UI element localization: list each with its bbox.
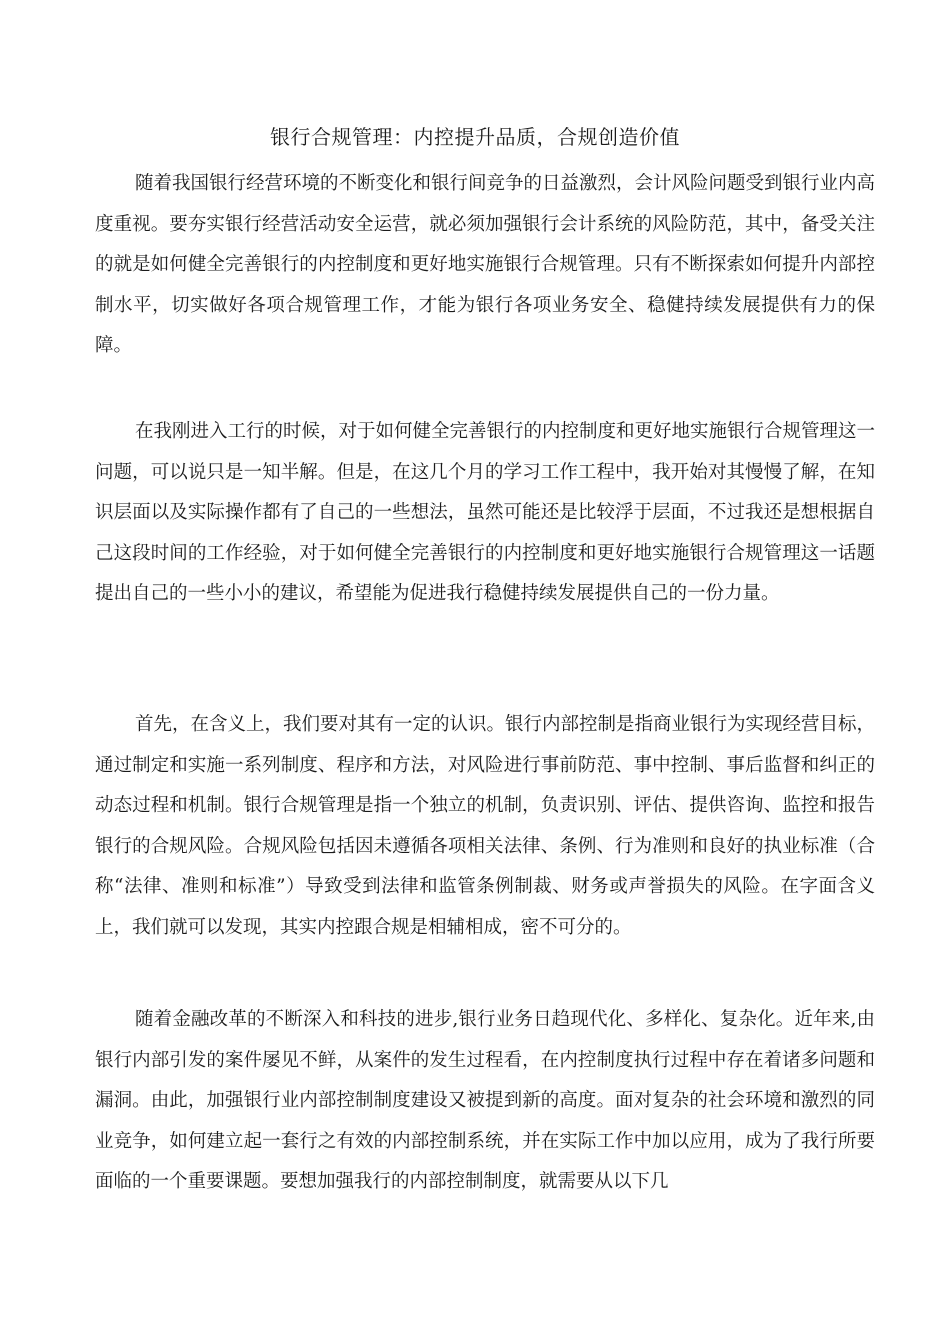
page-title: 银行合规管理：内控提升品质，合规创造价值 xyxy=(270,125,680,149)
paragraph-3: 首先，在含义上，我们要对其有一定的认识。银行内部控制是指商业银行为实现经营目标，通过制定和实施一系列制度、程序和方法，对风险进行事前防范、事中控制、事后监督和纠正的动态过程和机制。银行合规管理是指一个独立的机制，负责识别、评估、提供咨询、监控和报告银行的合规风险。合规风险包括因未遵循各项相关法律、条例、行为准则和良好的执业标准（合称“法律、准则和标准”）导致受到法律和监管条例制裁、财务或声誉损失的风险。在字面含义上，我们就可以发现，其实内控跟合规是相辅相成，密不可分的。 xyxy=(95,714,876,938)
paragraph-4: 随着金融改革的不断深入和科技的进步,银行业务日趋现代化、多样化、复杂化。近年来,由银行内部引发的案件屡见不鲜，从案件的发生过程看，在内控制度执行过程中存在着诸多问题和漏洞。由此，加强银行业内部控制制度建设又被提到新的高度。面对复杂的社会环境和激烈的同业竞争，如何建立起一套行之有效的内部控制系统，并在实际工作中加以应用，成为了我行所要面临的一个重要课题。要想加强我行的内部控制制度，就需要从以下几 xyxy=(95,1009,875,1192)
paragraph-1: 随着我国银行经营环境的不断变化和银行间竞争的日益激烈，会计风险问题受到银行业内高度重视。要夯实银行经营活动安全运营，就必须加强银行会计系统的风险防范，其中，备受关注的就是如何健全完善银行的内控制度和更好地实施银行合规管理。只有不断探索如何提升内部控制水平，切实做好各项合规管理工作，才能为银行各项业务安全、稳健持续发展提供有力的保障。 xyxy=(95,173,876,356)
paragraph-2: 在我刚进入工行的时候，对于如何健全完善银行的内控制度和更好地实施银行合规管理这一问题，可以说只是一知半解。但是，在这几个月的学习工作工程中，我开始对其慢慢了解，在知识层面以及实际操作都有了自己的一些想法，虽然可能还是比较浮于层面，不过我还是想根据自己这段时间的工作经验，对于如何健全完善银行的内控制度和更好地实施银行合规管理这一话题提出自己的一些小小的建议，希望能为促进我行稳健持续发展提供自己的一份力量。 xyxy=(95,421,876,604)
